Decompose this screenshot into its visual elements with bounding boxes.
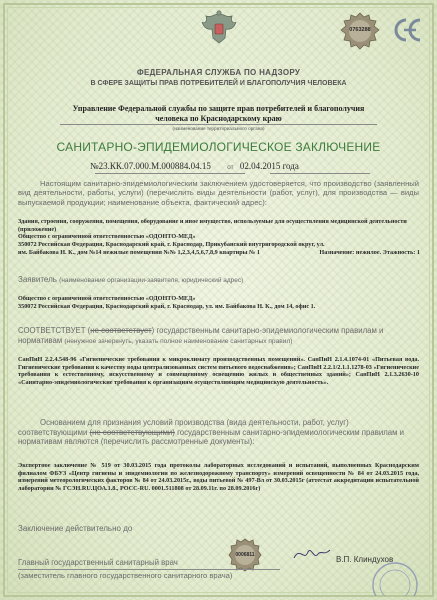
grounds-after: государственным санитарно-эпидемиологическим правилам и нормативам являются (перечислить рассмотренные документы):: [18, 427, 404, 447]
object-org: Общество с ограниченной ответственностью «ОДОНТО-МЕД»: [18, 233, 196, 240]
number-from-label: от: [227, 164, 234, 171]
hologram-stamp-top: [340, 12, 380, 50]
applicant-name: Общество с ограниченной ответственностью «ОДОНТО-МЕД»: [18, 295, 196, 302]
object-purpose: Назначение: нежилое. Этажность: 1: [319, 249, 420, 256]
department-caption: (наименование территориального органа): [172, 126, 265, 132]
intro-text: Настоящим санитарно-эпидемиологическим заключением удостоверяется, что производство (заявленный вид деятельности, работы, услуги) (перечислить виды деятельности (работ, услуг), для производства — виды выпускаемой продукции; наименование объекта, фактический адрес):: [18, 179, 419, 207]
validity-label: Заключение действительно до: [18, 524, 133, 533]
applicant-address: 350072 Российская Федерация, Краснодарский край, г. Краснодар, ул. им. Байбакова Н. К., дом 14, офис 1.: [18, 303, 316, 310]
agency-line-2: В СФЕРЕ ЗАЩИТЫ ПРАВ ПОТРЕБИТЕЛЕЙ И БЛАГОПОЛУЧИЯ ЧЕЛОВЕКА: [90, 80, 347, 87]
grounds-text: [18, 418, 419, 447]
certificate-date: 02.04.2015 года: [239, 161, 299, 171]
signature-underline: [18, 569, 280, 570]
compliance-word: СООТВЕТСТВУЕТ: [18, 326, 86, 335]
applicant-caption: (наименование организации-заявителя, юридический адрес): [59, 277, 244, 284]
compliance-rest: государственным санитарно-эпидемиологическим правилам и нормативам: [18, 326, 384, 345]
documents-text: Экспертное заключение № 519 от 30.03.2015 года протоколы лабораторных исследований и испытаний, выполненных Краснодарским филиалом ФБУЗ «Центр гигиены и эпидемиологии по железнодорожному транспорту» измерений освещенности № 84 от 24.03.2015 года, измерений метеорологических факторов № 84 от 24.03.2015г., воды питьевой № 497-Вл от 30.03.2015г (аттестат аккредитации испытательной лаборатории № ГСЭН.RU.ЦОА.1.8., РОСС-RU. 0001.511808 от 28.09.11г. по 28.09.2016г): [18, 462, 419, 492]
rules-text: СанПиН 2.2.4.548-96 «Гигиенические требования к микроклимату производственных помещений». СанПиН 2.1.4.1074-01 «Питьевая вода. Гигиенические требования к качеству воды централизованных систем питьевого водоснабжения»; СанПиН 2.2.1/2.1.1.1278-03 «Гигиенические требования к естественному, искусственному и совмещенному освещению жилых и общественных зданий»; СанПиН 2.1.3.2630-10 «Санитарно-эпидемиологические требования к организациям осуществляющим медицинскую деятельность».: [18, 356, 419, 386]
object-text: Здания, строения, сооружения, помещения, оборудование и иное имущество, используемые для осуществления медицинской деятельности (приложение): [18, 218, 407, 233]
department-line-2: человека по Краснодарскому краю: [155, 114, 282, 123]
signature-scribble-icon: [292, 544, 332, 564]
compliance-text: СООТВЕТСТВУЕТ (не соответствует) государственным санитарно-эпидемиологическим правилам и нормативам (ненужное зачеркнуть, указать полное наименование санитарных правил): [18, 326, 384, 345]
compliance-struck: не соответствует: [90, 326, 152, 335]
applicant-row: [18, 275, 419, 284]
russian-emblem-icon: [200, 10, 238, 46]
number-underline: [95, 173, 245, 174]
signatory-title: Главный государственный санитарный врач: [18, 558, 178, 567]
department-underline: [60, 124, 377, 125]
bottom-stamp-serial: 0006811: [235, 552, 255, 558]
grounds-before: Основанием для признания условий производства (вида деятельности, работ, услуг) соответствующими: [18, 418, 349, 437]
applicant-label: Заявитель: [18, 275, 57, 284]
date-underline: [270, 173, 370, 174]
agency-line-1: ФЕДЕРАЛЬНАЯ СЛУЖБА ПО НАДЗОРУ: [136, 68, 301, 77]
grounds-struck: (не соответствующими): [89, 427, 175, 437]
signatory-title-caption: (заместитель главного государственного санитарного врача): [18, 571, 233, 580]
department-line-1: Управление Федеральной службы по защите прав потребителей и благополучия: [72, 104, 365, 113]
signatory-name: В.П. Клиндухов: [336, 555, 394, 564]
document-title: САНИТАРНО-ЭПИДЕМИОЛОГИЧЕСКОЕ ЗАКЛЮЧЕНИЕ: [56, 140, 381, 154]
official-seal-icon: [370, 560, 420, 596]
object-address: 350072 Российская Федерация, Краснодарский край, г. Краснодар, Прикубанский внутригородской округ, ул. им. Байбакова Н. К., дом №14 нежилые помещения №№ 1,2,3,4,5,6,7,8,9 квартиры № 1: [18, 241, 325, 256]
number-line: [90, 161, 390, 171]
compliance-caption: (ненужное зачеркнуть, указать полное наименование санитарных правил): [64, 337, 293, 345]
rospotrebnadzor-logo-icon: [386, 16, 424, 44]
top-stamp-serial: 0763288: [349, 27, 371, 33]
certificate-number: 23.КК.07.000.М.000884.04.15: [98, 161, 211, 171]
number-prefix: №: [90, 161, 99, 171]
